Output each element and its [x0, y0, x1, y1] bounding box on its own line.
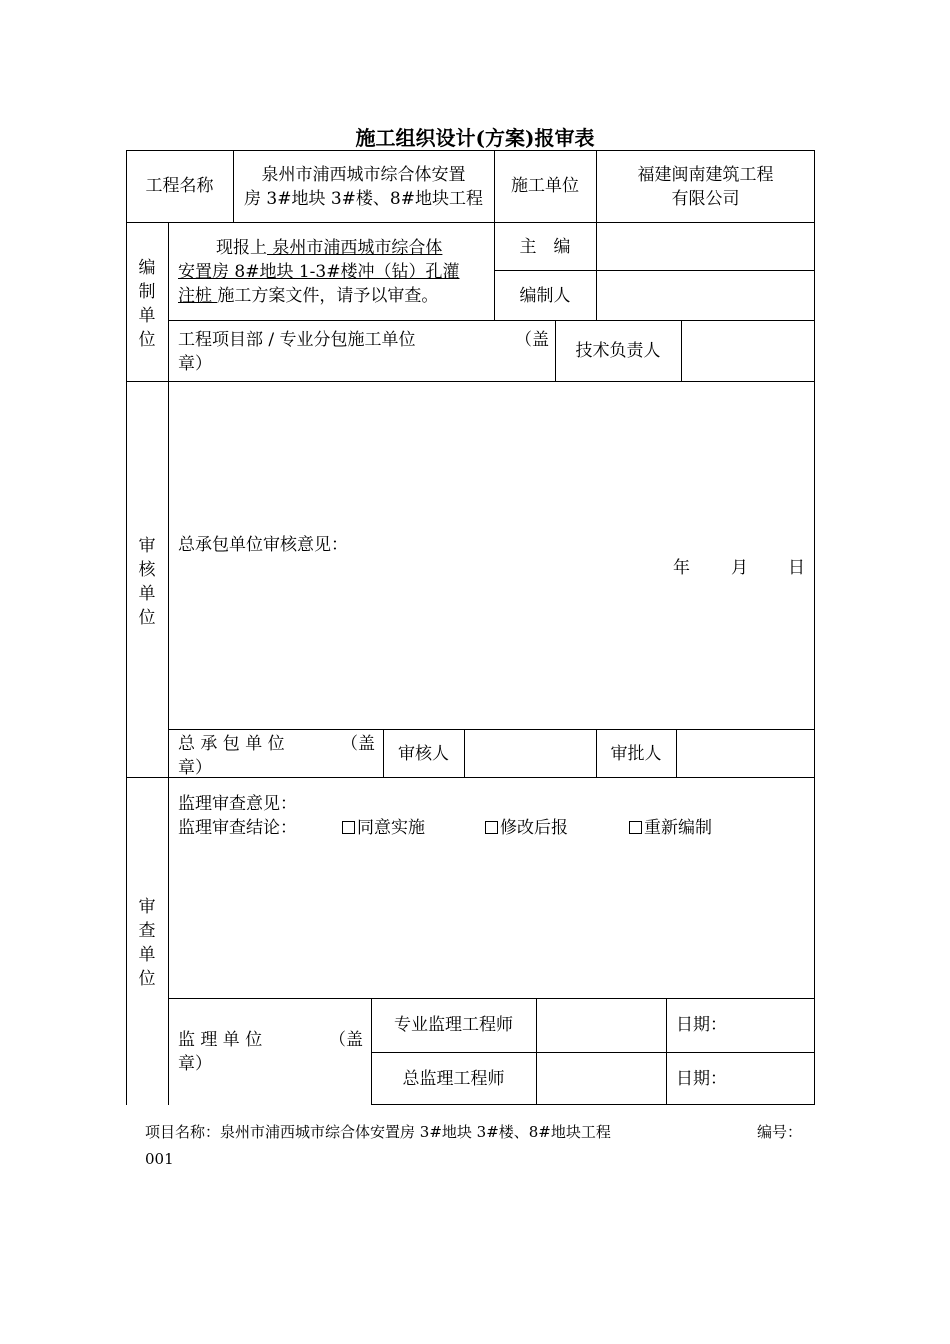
col-divider	[168, 222, 169, 1105]
option-revise-label: 修改后报	[500, 818, 568, 838]
review-side-label-char: 单	[138, 584, 156, 604]
table-border-right	[814, 150, 815, 1105]
col-divider	[681, 320, 682, 381]
chief-date-label: 日期：	[676, 1069, 727, 1089]
row-divider	[126, 381, 815, 382]
approver-label: 审批人	[610, 744, 662, 764]
col-divider	[666, 998, 667, 1105]
row-divider	[494, 270, 815, 271]
specialist-date-label: 日期：	[676, 1015, 727, 1035]
submission-project-underlined-end: 注桩	[178, 286, 218, 306]
option-recompile[interactable]	[629, 816, 712, 840]
reviewer-label: 审核人	[398, 744, 449, 764]
compile-side-label-char: 编	[138, 258, 156, 278]
option-approve-label: 同意实施	[357, 818, 425, 838]
compiler-label: 编制人	[519, 286, 571, 306]
row-divider	[168, 320, 815, 321]
project-name-value-line1: 泉州市浦西城市综合体安置	[261, 165, 466, 185]
submission-text-line2: 安置房 8#地块 1-3#楼冲（钻）孔灌	[178, 262, 460, 282]
compile-side-label-char: 单	[138, 306, 156, 326]
project-name-value-line2: 房 3#地块 3#楼、8#地块工程	[244, 189, 483, 209]
review-side-label-char: 审	[138, 536, 156, 556]
submission-text-line3	[178, 284, 438, 308]
checkbox-icon[interactable]	[485, 821, 498, 834]
review-side-label-char: 核	[138, 560, 156, 580]
option-approve[interactable]	[342, 816, 425, 840]
supervision-seal-open: （盖	[329, 1030, 363, 1050]
compile-side-label-char: 制	[138, 282, 156, 302]
review-opinion-label: 总承包单位审核意见：	[178, 535, 348, 555]
review-side-label-char: 位	[138, 608, 156, 628]
row-divider	[126, 777, 815, 778]
contractor-value-line1: 福建闽南建筑工程	[637, 165, 774, 185]
chief-editor-label: 主 编	[519, 237, 571, 257]
inspect-side-label-char: 位	[138, 969, 156, 989]
row-divider	[126, 222, 815, 223]
inspect-side-label-char: 审	[138, 897, 156, 917]
supervision-conclusion-label: 监理审查结论：	[178, 818, 297, 838]
inspect-side-label-char: 单	[138, 945, 156, 965]
submission-text-line1	[216, 236, 442, 260]
tech-lead-label: 技术负责人	[575, 341, 661, 361]
dept-seal-line1: 工程项目部 / 专业分包施工单位	[178, 330, 416, 350]
footer-number-value: 001	[145, 1150, 174, 1168]
submission-project-underlined: 泉州市浦西城市综合体	[267, 238, 443, 258]
col-divider	[536, 998, 537, 1105]
approval-form-table	[126, 150, 815, 1105]
row-divider	[371, 1052, 815, 1053]
col-divider	[676, 729, 677, 777]
col-divider	[464, 729, 465, 777]
chief-engineer-label: 总监理工程师	[402, 1069, 505, 1089]
supervision-seal-line2: 章）	[178, 1054, 212, 1074]
review-date-day: 日	[788, 558, 805, 578]
checkbox-icon[interactable]	[629, 821, 642, 834]
row-divider	[168, 729, 815, 730]
contractor-label: 施工单位	[511, 176, 579, 196]
review-date-year: 年	[673, 558, 690, 578]
document-title: 施工组织设计(方案)报审表	[355, 126, 595, 150]
submission-prefix: 现报上	[216, 238, 267, 258]
review-date-month: 月	[731, 558, 748, 578]
supervision-seal-line1: 监 理 单 位	[178, 1030, 263, 1050]
specialist-engineer-label: 专业监理工程师	[394, 1015, 513, 1035]
option-recompile-label: 重新编制	[644, 818, 712, 838]
dept-seal-line2: 章）	[178, 354, 212, 374]
inspect-side-label-char: 查	[138, 921, 156, 941]
row-divider	[168, 998, 815, 999]
submission-suffix: 施工方案文件，请予以审查。	[217, 286, 439, 306]
footer-number-label: 编号：	[757, 1123, 803, 1141]
general-contractor-seal-line1: 总 承 包 单 位	[178, 734, 285, 754]
dept-seal-open: （盖	[515, 330, 549, 350]
footer-project-name: 项目名称：泉州市浦西城市综合体安置房 3#地块 3#楼、8#地块工程	[145, 1123, 611, 1141]
row-divider	[371, 1104, 815, 1105]
compile-side-label-char: 位	[138, 330, 156, 350]
option-revise-resubmit[interactable]	[485, 816, 568, 840]
checkbox-icon[interactable]	[342, 821, 355, 834]
table-border-top	[126, 150, 815, 151]
supervision-opinion-label: 监理审查意见：	[178, 794, 297, 814]
general-contractor-seal-line2: 章）	[178, 758, 212, 778]
contractor-value-line2: 有限公司	[671, 189, 740, 209]
general-contractor-seal-open: （盖	[341, 734, 375, 754]
project-name-label: 工程名称	[145, 176, 214, 196]
